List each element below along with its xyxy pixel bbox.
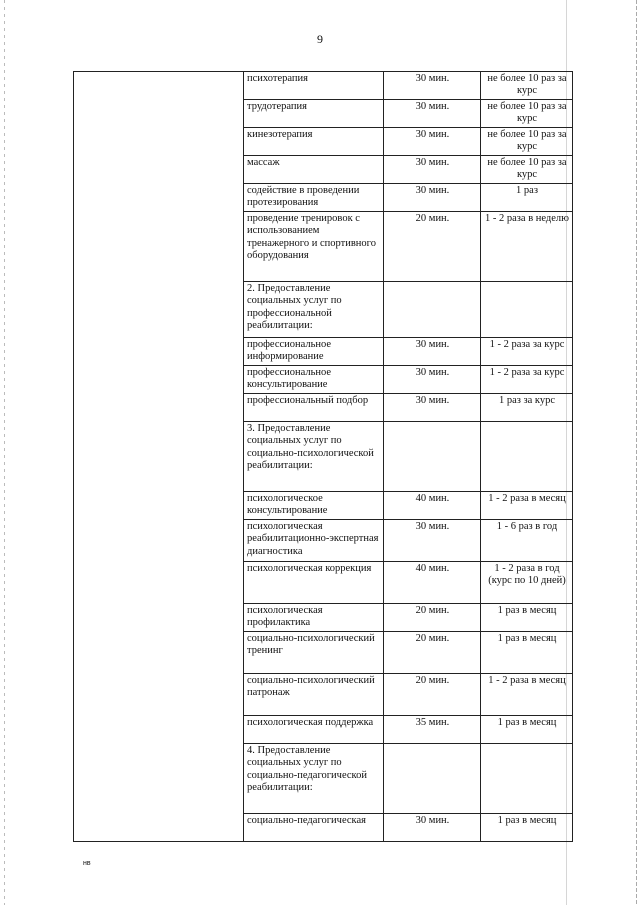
service-duration: 30 мин.: [384, 156, 481, 184]
service-frequency: 1 раз в месяц: [481, 632, 573, 674]
service-duration: 20 мин.: [384, 604, 481, 632]
services-table: [73, 71, 573, 842]
service-frequency: [481, 422, 573, 492]
service-duration: 40 мин.: [384, 562, 481, 604]
service-name: психологическое консультирование: [244, 492, 384, 520]
service-frequency: 1 - 2 раза за курс: [481, 366, 573, 394]
service-duration: 30 мин.: [384, 338, 481, 366]
service-frequency: 1 - 2 раза в месяц: [481, 492, 573, 520]
section-heading: 3. Предоставление социальных услуг по социально-психологической реабилитации:: [244, 422, 384, 492]
service-name: психологическая поддержка: [244, 716, 384, 744]
service-duration: 30 мин.: [384, 72, 481, 100]
service-duration: [384, 422, 481, 492]
service-name: профессиональное информирование: [244, 338, 384, 366]
scan-edge-right: [636, 0, 637, 905]
service-frequency: 1 раз в месяц: [481, 716, 573, 744]
service-frequency: 1 - 2 раза в неделю: [481, 212, 573, 282]
service-frequency: 1 - 2 раза за курс: [481, 338, 573, 366]
service-frequency: 1 раз: [481, 184, 573, 212]
service-frequency: [481, 282, 573, 338]
service-name: проведение тренировок с использованием тренажерного и спортивного оборудования: [244, 212, 384, 282]
services-table-body: [74, 72, 573, 842]
service-name: социально-педагогическая: [244, 814, 384, 842]
service-duration: 20 мин.: [384, 212, 481, 282]
service-frequency: 1 - 2 раза в год (курс по 10 дней): [481, 562, 573, 604]
service-name: профессиональное консультирование: [244, 366, 384, 394]
service-name: психологическая реабилитационно-экспертная диагностика: [244, 520, 384, 562]
service-frequency: 1 раз в месяц: [481, 814, 573, 842]
service-name: трудотерапия: [244, 100, 384, 128]
footer-initials: нв: [83, 860, 91, 867]
service-name: массаж: [244, 156, 384, 184]
service-frequency: не более 10 раз за курс: [481, 156, 573, 184]
service-duration: 40 мин.: [384, 492, 481, 520]
service-duration: [384, 282, 481, 338]
service-duration: 20 мин.: [384, 632, 481, 674]
service-duration: 30 мин.: [384, 520, 481, 562]
service-duration: 30 мин.: [384, 394, 481, 422]
table-row: [74, 72, 573, 100]
first-column-cell: [74, 72, 244, 842]
service-duration: 30 мин.: [384, 814, 481, 842]
service-name: содействие в проведении протезирования: [244, 184, 384, 212]
section-heading: 4. Предоставление социальных услуг по социально-педагогической реабилитации:: [244, 744, 384, 814]
service-name: психотерапия: [244, 72, 384, 100]
service-duration: 30 мин.: [384, 184, 481, 212]
service-duration: 20 мин.: [384, 674, 481, 716]
service-name: профессиональный подбор: [244, 394, 384, 422]
service-duration: 30 мин.: [384, 128, 481, 156]
scan-edge-left: [4, 0, 5, 905]
page-number: 9: [317, 32, 323, 46]
service-frequency: 1 раз в месяц: [481, 604, 573, 632]
service-name: психологическая коррекция: [244, 562, 384, 604]
service-frequency: [481, 744, 573, 814]
service-frequency: не более 10 раз за курс: [481, 128, 573, 156]
service-duration: 35 мин.: [384, 716, 481, 744]
service-duration: 30 мин.: [384, 366, 481, 394]
service-frequency: не более 10 раз за курс: [481, 100, 573, 128]
service-name: психологическая профилактика: [244, 604, 384, 632]
service-name: кинезотерапия: [244, 128, 384, 156]
service-name: социально-психологический патронаж: [244, 674, 384, 716]
service-duration: [384, 744, 481, 814]
service-duration: 30 мин.: [384, 100, 481, 128]
section-heading: 2. Предоставление социальных услуг по профессиональной реабилитации:: [244, 282, 384, 338]
service-frequency: 1 - 6 раз в год: [481, 520, 573, 562]
service-frequency: не более 10 раз за курс: [481, 72, 573, 100]
service-frequency: 1 - 2 раза в месяц: [481, 674, 573, 716]
service-name: социально-психологический тренинг: [244, 632, 384, 674]
service-frequency: 1 раз за курс: [481, 394, 573, 422]
